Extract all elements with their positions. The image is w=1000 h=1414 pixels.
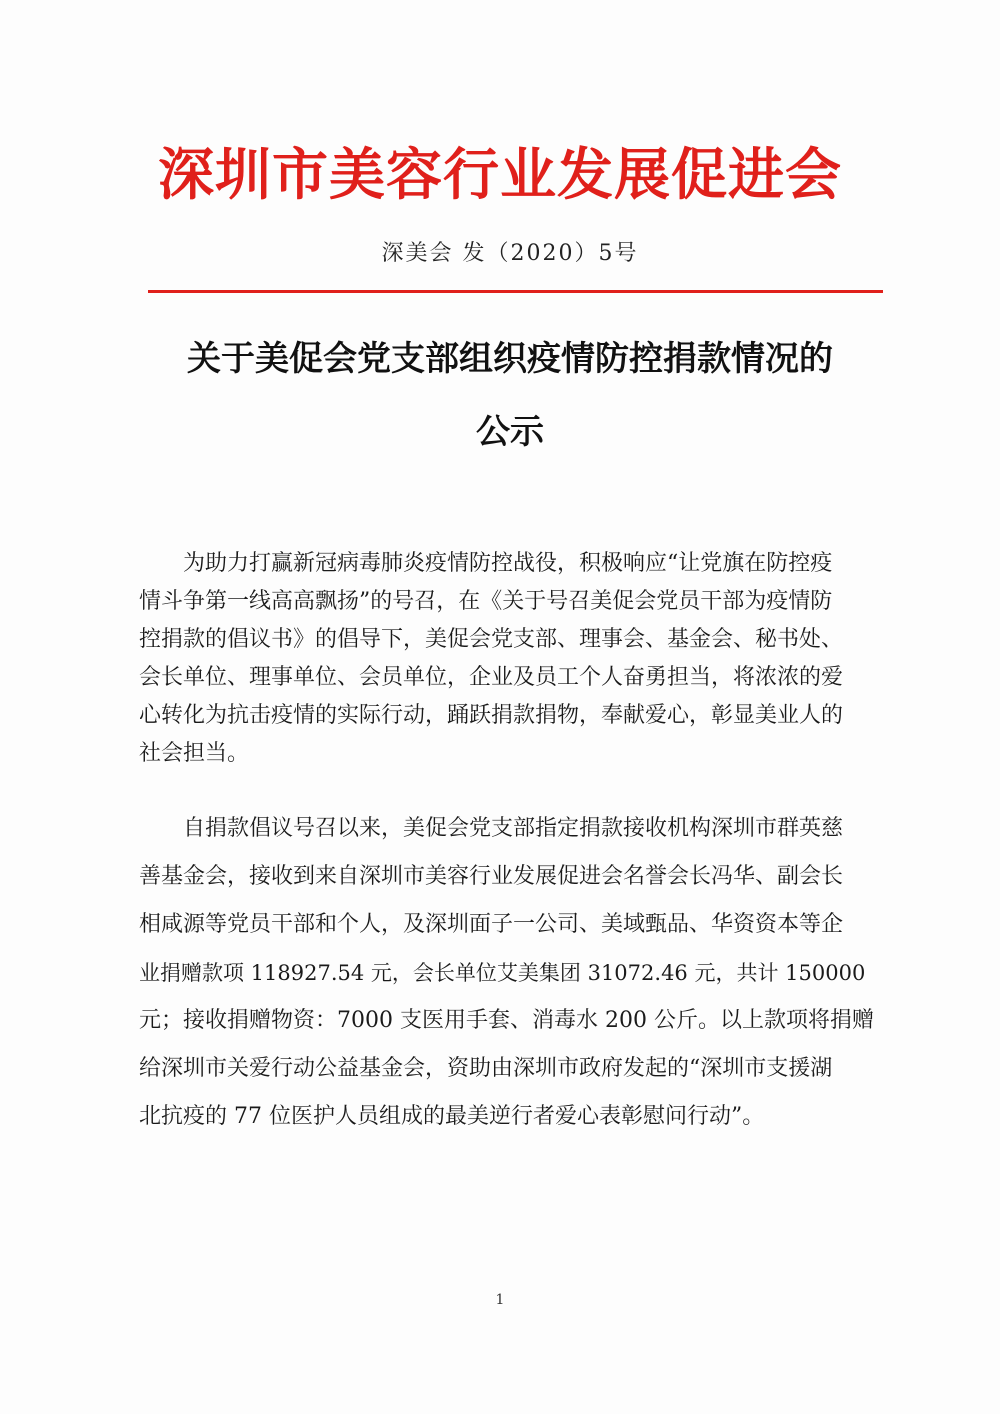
document-number: 深美会 发（2020）5号 [381, 241, 639, 266]
body-paragraph-2 [139, 805, 879, 1141]
paragraph-line: 为助力打赢新冠病毒肺炎疫情防控战役，积极响应“让党旗在防控疫 [139, 551, 833, 576]
paragraph-line: 自捐款倡议号召以来，美促会党支部指定捐款接收机构深圳市群英慈 [139, 816, 844, 841]
paragraph-line: 北抗疫的 77 位医护人员组成的最美逆行者爱心表彰慰问行动”。 [139, 1104, 765, 1129]
page-number: 1 [495, 1292, 505, 1308]
paragraph-line: 情斗争第一线高高飘扬”的号召，在《关于号召美促会党员干部为疫情防 [139, 589, 833, 614]
paragraph-line: 相咸源等党员干部和个人，及深圳面子一公司、美域甄品、华资资本等企 [139, 912, 844, 937]
organization-header: 深圳市美容行业发展促进会 [158, 142, 842, 208]
paragraph-line: 元；接收捐赠物资：7000 支医用手套、消毒水 200 公斤。以上款项将捐赠 [139, 1008, 874, 1033]
paragraph-line: 控捐款的倡议书》的倡导下，美促会党支部、理事会、基金会、秘书处、 [139, 627, 844, 652]
paragraph-line: 业捐赠款项 118927.54 元，会长单位艾美集团 31072.46 元，共计 150000 [139, 961, 866, 985]
paragraph-line: 心转化为抗击疫情的实际行动，踊跃捐款捐物，奉献爱心，彰显美业人的 [139, 703, 844, 728]
red-divider-line [148, 290, 883, 293]
paragraph-line: 社会担当。 [139, 741, 250, 766]
body-paragraph-1 [139, 545, 879, 773]
document-title-line-2: 公示 [476, 412, 544, 452]
paragraph-line: 会长单位、理事单位、会员单位，企业及员工个人奋勇担当，将浓浓的爱 [139, 665, 844, 690]
paragraph-line: 善基金会，接收到来自深圳市美容行业发展促进会名誉会长冯华、副会长 [139, 864, 844, 889]
document-title-line-1: 关于美促会党支部组织疫情防控捐款情况的 [187, 339, 833, 379]
paragraph-line: 给深圳市关爱行动公益基金会，资助由深圳市政府发起的“深圳市支援湖 [139, 1056, 833, 1081]
